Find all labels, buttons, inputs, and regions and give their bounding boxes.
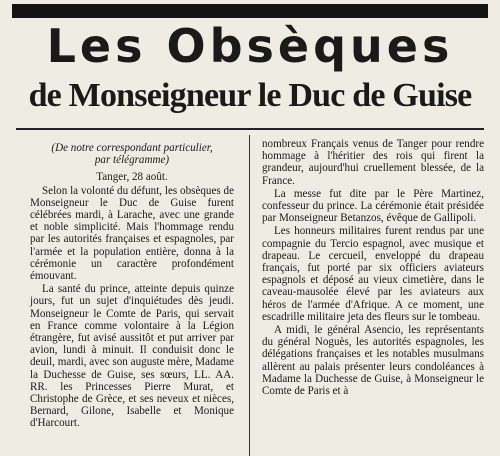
column-divider bbox=[249, 135, 250, 456]
headline-divider bbox=[16, 128, 484, 130]
article-column-left bbox=[30, 142, 234, 430]
dateline: Tanger, 28 août. bbox=[96, 171, 168, 184]
paragraph: La santé du prince, atteinte depuis quinze jours, fut un sujet d'inquiétudes dès jeudi. Monseigneur le Comte de Paris, qui servait en France comme volontaire à la Légion étrangère, fut avisé aussitôt et put arriver par avion, lundi à minuit. Il conduisit donc le deuil, mardi, avec son auguste mère, Madame la Duchesse de Guise, ses sœurs, LL. AA. RR. les Princesses Pierre Murat, et Christophe de Grèce, et ses neveux et nièces, Bernard, Gilone, Isabelle et Monique d'Harcourt. bbox=[30, 283, 234, 430]
byline-line-2: par télégramme) bbox=[94, 154, 170, 167]
headline-line-1: Les Obsèques bbox=[46, 19, 454, 73]
paragraph: La messe fut dite par le Père Martinez, confesseur du prince. La cérémonie était présidée par Monseigneur Betanzos, évêque de Gallipoli. bbox=[262, 187, 484, 225]
paragraph: Les honneurs militaires furent rendus par une compagnie du Tercio espagnol, avec musique et drapeau. Le cercueil, enveloppé du drapeau français, fut porté par six officiers aviateurs espagnols et déposé au vieux cimetière, dans le caveau-mausolée élevé par les aviateurs aux héros de l'armée d'Afrique. A ce moment, une escadrille militaire jeta des fleurs sur le tombeau. bbox=[262, 225, 484, 323]
header-rule bbox=[12, 4, 488, 18]
byline-line-1: (De notre correspondant particulier, bbox=[51, 142, 213, 154]
headline-line-2: de Monseigneur le Duc de Guise bbox=[28, 77, 472, 114]
paragraph: Selon la volonté du défunt, les obsèques de Monseigneur le Duc de Guise furent célébrées mardi, à Larache, avec une grande et noble simplicité. Mais l'hommage rendu par les autorités françaises et espagnoles, par l'armée et la population entière, donna à la cérémonie un caractère profondément émouvant. bbox=[30, 184, 234, 283]
paragraph: A midi, le général Asencio, les représentants du général Noguès, les autorités espagnoles, les délégations françaises et les notables musulmans allèrent au palais présenter leurs condoléances à Madame la Duchesse de Guise, à Monseigneur le Comte de Paris et à bbox=[262, 324, 484, 398]
article-column-right bbox=[262, 138, 484, 397]
paragraph: nombreux Français venus de Tanger pour rendre hommage à l'héritier des rois qui firent la grandeur, aujourd'hui cruellement blessée, de la France. bbox=[262, 138, 484, 187]
